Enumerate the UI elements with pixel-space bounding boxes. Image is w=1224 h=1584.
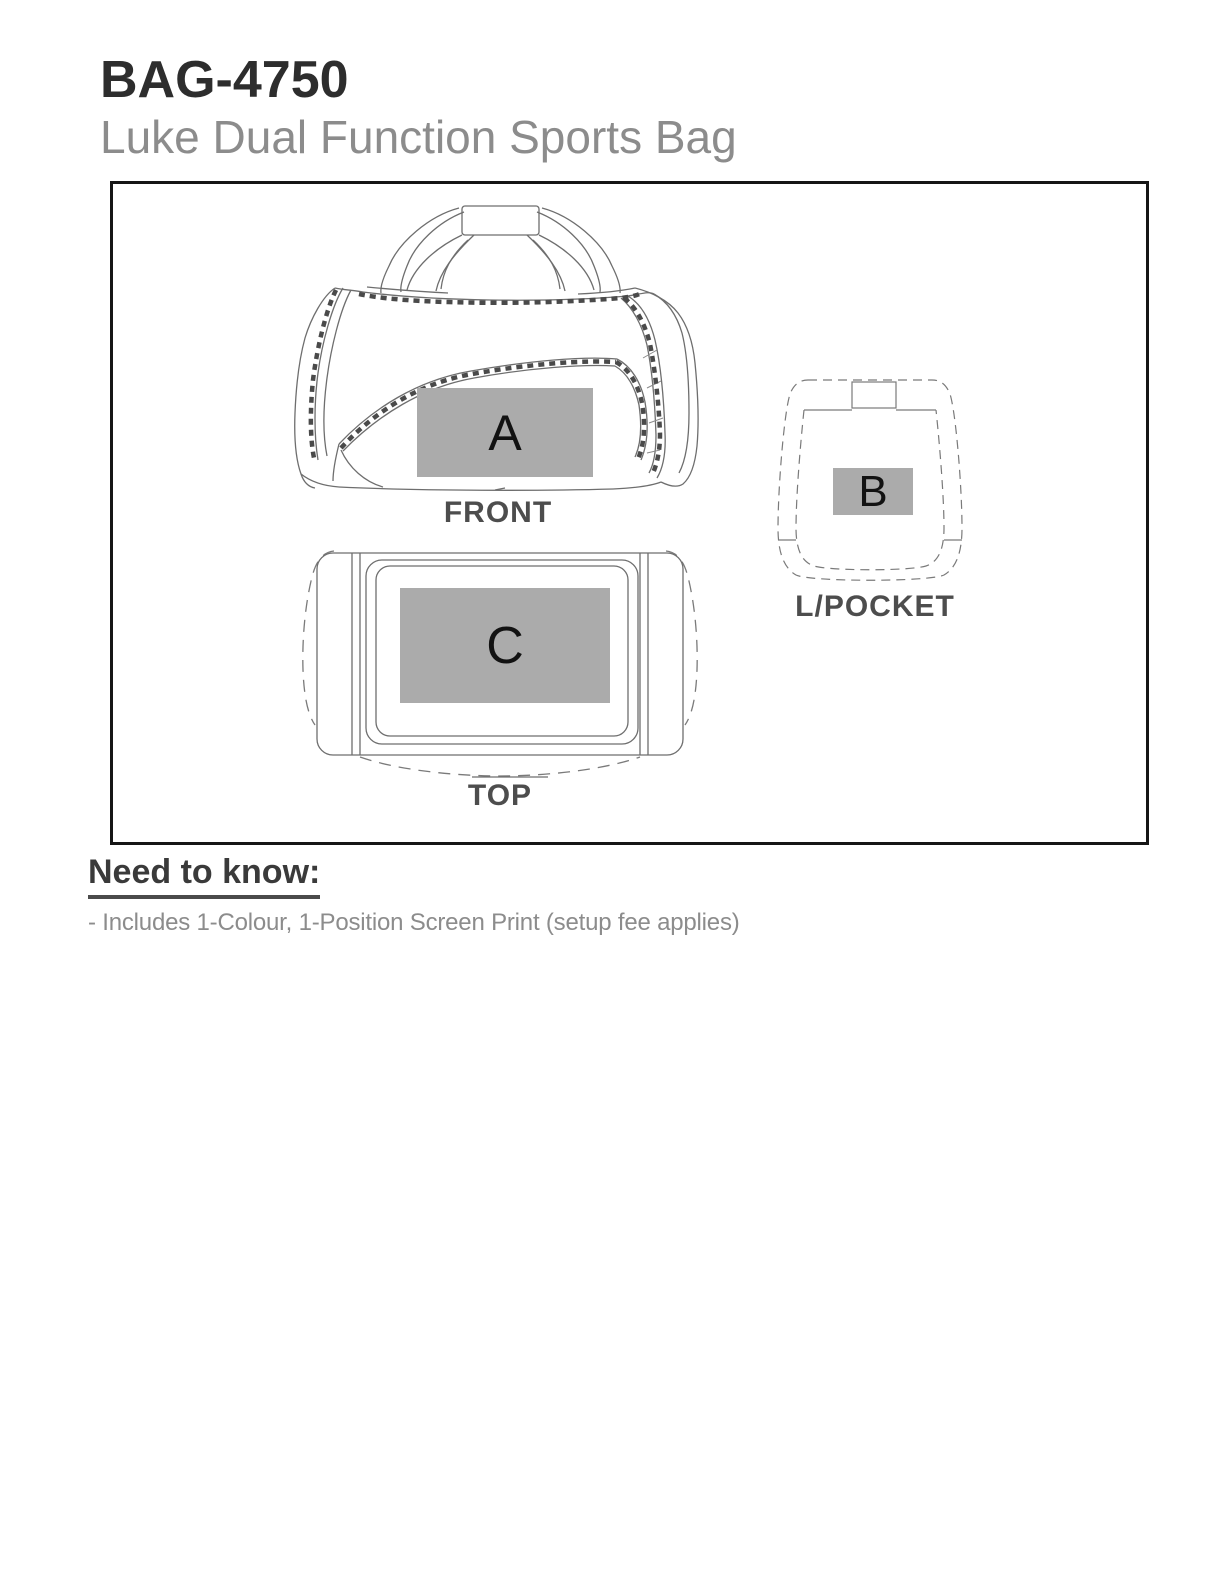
print-area-a-letter: A: [488, 404, 522, 461]
print-area-c: [400, 588, 610, 703]
page-subtitle: Luke Dual Function Sports Bag: [100, 111, 737, 163]
print-area-b: [833, 468, 913, 515]
need-to-know-heading: Need to know:: [88, 852, 320, 899]
print-area-b-letter: B: [858, 466, 888, 516]
print-area-c-letter: C: [486, 616, 524, 675]
print-area-a: [417, 388, 593, 477]
view-label-front: FRONT: [443, 496, 553, 529]
view-label-l-pocket: L/POCKET: [795, 590, 955, 623]
view-label-top: TOP: [467, 779, 533, 812]
need-to-know-item: - Includes 1-Colour, 1-Position Screen Print (setup fee applies): [88, 909, 740, 936]
page-title: BAG-4750: [100, 51, 349, 109]
